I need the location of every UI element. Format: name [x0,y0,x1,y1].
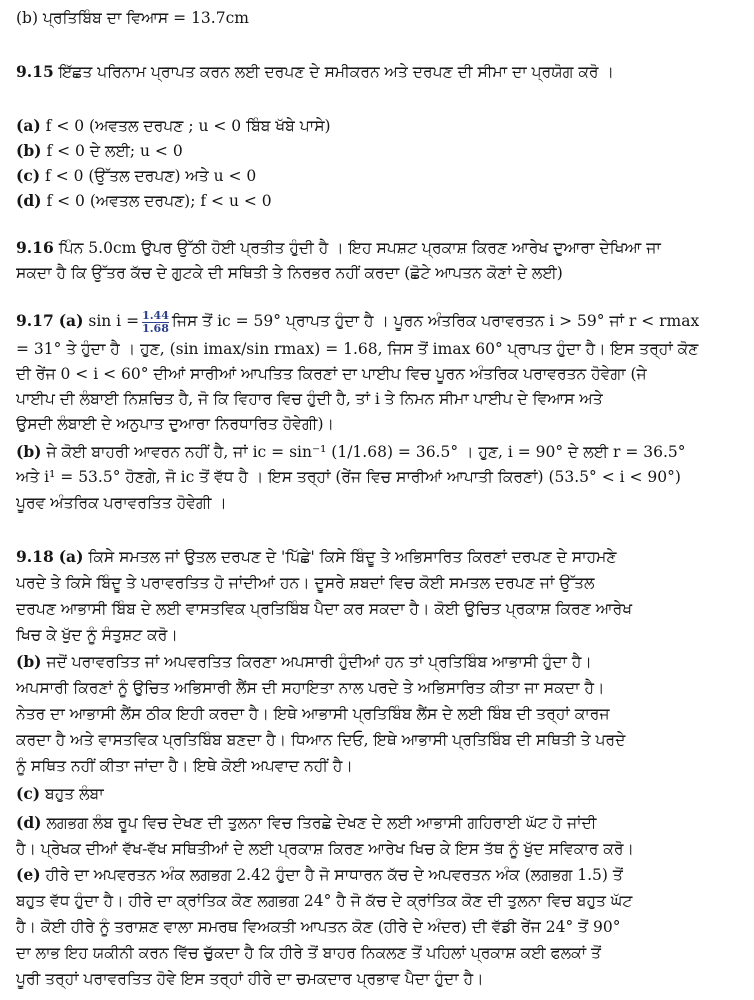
q917-b-line-3: ਪੂਰਵ ਅੰਤਰਿਕ ਪਰਾਵਰਤਿਤ ਹੋਵੇਗੀ । [16,494,227,512]
q918-b-line-5: ਨੂੰ ਸਥਿਤ ਨਹੀਂ ਕੀਤਾ ਜਾਂਦਾ ਹੈ। ਇਥੇ ਕੋਈ ਅਪਵਾਦ ਨਹੀਂ ਹੈ। [16,757,353,775]
fraction-numerator: 1.44 [142,308,169,322]
part-label: (b) [16,141,42,160]
q917-b-line-1 [16,440,748,464]
q918-a-line-1 [16,545,748,569]
q918-b-line-2: ਅਪਸਾਰੀ ਕਿਰਣਾਂ ਨੂੰ ਉਚਿਤ ਅਭਿਸਾਰੀ ਲੈਂਸ ਦੀ ਸਹਾਇਤਾ ਨਾਲ ਪਰਦੇ ਤੇ ਅਭਿਸਾਰਿਤ ਕੀਤਾ ਜਾ ਸਕਦਾ ਹੈ। [16,679,605,697]
answer-text: ਲਗਭਗ ਲੰਬ ਰੂਪ ਵਿਚ ਦੇਖਣ ਦੀ ਤੁਲਨਾ ਵਿਚ ਤਿਰਛੇ ਦੇਖਣ ਦੇ ਲਈ ਆਭਾਸੀ ਗਹਿਰਾਈ ਘੱਟ ਹੋ ਜਾਂਦੀ [46,814,597,832]
q918-d-line-2: ਹੈ। ਪ੍ਰੇਖਕ ਦੀਆਂ ਵੱਖ-ਵੱਖ ਸਥਿਤੀਆਂ ਦੇ ਲਈ ਪ੍ਰਕਾਸ਼ ਕਿਰਣ ਆਰੇਖ ਖਿਚ ਕੇ ਇਸ ਤੱਥ ਨੂੰ ਖੁੱਦ ਸਵਿਕਾਰ ਕਰੋ। [16,840,634,858]
part-label: (d) [16,813,42,832]
part-label: (b) [16,442,42,461]
q915-heading [16,60,748,84]
answer-text: ਹੀਰੇ ਦਾ ਅਪਵਰਤਨ ਅੰਕ ਲਗਭਗ 2.42 ਹੁੰਦਾ ਹੈ ਜੋ ਸਾਧਾਰਨ ਕੱਚ ਦੇ ਅਪਵਰਤਨ ਅੰਕ (ਲਗਭਗ 1.5) ਤੋਂ [45,866,623,884]
q918-a-line-4: ਖਿਚ ਕੇ ਖੁੱਦ ਨੂੰ ਸੰਤੁਸ਼ਟ ਕਰੋ। [16,626,178,644]
fraction-denominator: 1.68 [142,321,169,335]
answer-text: ਬਹੁਤ ਲੰਬਾ [45,785,104,803]
q915-part-c [16,164,748,188]
answer-text: ਕਿਸੇ ਸਮਤਲ ਜਾਂ ਉਤਲ ਦਰਪਣ ਦੇ 'ਪਿੱਛੇ' ਕਿਸੇ ਬਿੰਦੂ ਤੇ ਅਭਿਸਾਰਿਤ ਕਿਰਣਾਂ ਦਰਪਣ ਦੇ ਸਾਹਮਣੇ [88,548,617,566]
part-text: f < 0 (ਉੱਤਲ ਦਰਪਣ) ਅਤੇ u < 0 [45,167,257,185]
part-label: (e) [16,865,41,884]
part-text: f < 0 (ਅਵਤਲ ਦਰਪਣ); f < u < 0 [46,192,272,210]
part-label: (d) [16,191,42,210]
question-text: ਇੱਛਤ ਪਰਿਨਾਮ ਪ੍ਰਾਪਤ ਕਰਨ ਲਈ ਦਰਪਣ ਦੇ ਸਮੀਕਰਨ ਅਤੇ ਦਰਪਣ ਦੀ ਸੀਮਾ ਦਾ ਪ੍ਰਯੋਗ ਕਰੋ । [58,63,614,81]
part-label: (a) [16,116,41,135]
q918-d-line-1 [16,811,748,835]
q915-part-d [16,189,748,213]
q918-b-line-3: ਨੇਤਰ ਦਾ ਆਭਾਸੀ ਲੈਂਸ ਠੀਕ ਇਹੀ ਕਰਦਾ ਹੈ। ਇਥੇ ਆਭਾਸੀ ਪ੍ਰਤਿਬਿੰਬ ਲੈਂਸ ਦੇ ਲਈ ਬਿੰਬ ਦੀ ਤਰ੍ਹਾਂ ਕਾਰਜ [16,705,610,723]
q918-a-line-3: ਦਰਪਣ ਆਭਾਸੀ ਬਿੰਬ ਦੇ ਲਈ ਵਾਸਤਵਿਕ ਪ੍ਰਤਿਬਿੰਬ ਪੈਦਾ ਕਰ ਸਕਦਾ ਹੈ। ਕੋਈ ਉਚਿਤ ਪ੍ਰਕਾਸ਼ ਕਿਰਣ ਆਰੇਖ [16,600,633,618]
question-number: 9.15 [16,62,54,81]
q918-e-line-4: ਦਾ ਲਾਭ ਇਹ ਯਕੀਨੀ ਕਰਨ ਵਿੱਚ ਚੁੱਕਦਾ ਹੈ ਕਿ ਹੀਰੇ ਤੋਂ ਬਾਹਰ ਨਿਕਲਣ ਤੋਂ ਪਹਿਲਾਂ ਪ੍ਰਕਾਸ਼ ਕਈ ਫਲਕਾਂ ਤੋਂ [16,944,601,962]
answer-text: ਜਿਸ ਤੋਂ ic = 59° ਪ੍ਰਾਪਤ ਹੁੰਦਾ ਹੈ । ਪੂਰਨ ਅੰਤਰਿਕ ਪਰਾਵਰਤਨ i > 59° ਜਾਂ r < rmax [171,312,700,330]
q917-line-2: = 31° ਤੇ ਹੁੰਦਾ ਹੈ । ਹੁਣ, (sin imax/sin rmax) = 1.68, ਜਿਸ ਤੋਂ imax 60° ਪ੍ਰਾਪਤ ਹੁੰਦਾ ਹੈ। ਇਸ ਤਰ੍ਹਾਂ ਕੋਣ [16,340,699,358]
q915-part-a [16,114,748,138]
q917-line-5: ਉਸਦੀ ਲੰਬਾਈ ਦੇ ਅਨੁਪਾਤ ਦੁਆਰਾ ਨਿਰਧਾਰਿਤ ਹੋਵੇਗੀ)। [16,415,334,433]
q917-line-4: ਪਾਈਪ ਦੀ ਲੰਬਾਈ ਨਿਸ਼ਚਿਤ ਹੈ, ਜੋ ਕਿ ਵਿਹਾਰ ਵਿਚ ਹੁੰਦੀ ਹੈ, ਤਾਂ i ਤੇ ਨਿਮਨ ਸੀਮਾ ਪਾਈਪ ਦੇ ਵਿਆਸ ਅਤੇ [16,390,603,408]
q918-b-line-4: ਕਰਦਾ ਹੈ ਅਤੇ ਵਾਸਤਵਿਕ ਪ੍ਰਤਿਬਿੰਬ ਬਣਦਾ ਹੈ। ਧਿਆਨ ਦਿਓ, ਇਥੇ ਆਭਾਸੀ ਪ੍ਰਤਿਬਿੰਬ ਦੀ ਸਥਿਤੀ ਤੇ ਪਰਦੇ [16,731,626,749]
question-number: 9.18 [16,547,54,566]
answer-text: ਜੇ ਕੋਈ ਬਾਹਰੀ ਆਵਰਨ ਨਹੀਂ ਹੈ, ਜਾਂ ic = sin⁻¹ (1/1.68) = 36.5° । ਹੁਣ, i = 90° ਦੇ ਲਈ r = 36.5° [46,443,686,461]
q918-e-line-5: ਪੂਰੀ ਤਰ੍ਹਾਂ ਪਰਾਵਰਤਿਤ ਹੋਵੇ ਇਸ ਤਰ੍ਹਾਂ ਹੀਰੇ ਦਾ ਚਮਕਦਾਰ ਪ੍ਰਭਾਵ ਪੈਦਾ ਹੁੰਦਾ ਹੈ। [16,970,484,988]
part-label: (a) [58,547,84,566]
part-label: (a) [58,311,84,330]
q918-e-line-1 [16,863,748,887]
answer-text: ਪਿੰਨ 5.0cm ਉਪਰ ਉੱਠੀ ਹੋਈ ਪ੍ਰਤੀਤ ਹੁੰਦੀ ਹੈ । ਇਹ ਸਪਸ਼ਟ ਪ੍ਰਕਾਸ਼ ਕਿਰਣ ਆਰੇਖ ਦੁਆਰਾ ਦੇਖਿਆ ਜਾ [58,239,661,257]
q918-c-line [16,782,748,806]
part-label: (b) [16,652,42,671]
part-text: f < 0 (ਅਵਤਲ ਦਰਪਣ ; u < 0 ਬਿੰਬ ਖੱਬੇ ਪਾਸੇ) [45,117,331,135]
q917-b-line-2: ਅਤੇ i¹ = 53.5° ਹੋਣਗੇ, ਜੋ ic ਤੋਂ ਵੱਧ ਹੈ । ਇਸ ਤਰ੍ਹਾਂ (ਰੇਂਜ ਵਿਚ ਸਾਰੀਆਂ ਆਪਾਤੀ ਕਿਰਣਾਂ) (53.5° < i < 90°) [16,468,681,486]
prev-answer-line: (b) ਪ੍ਰਤਿਬਿੰਬ ਦਾ ਵਿਆਸ = 13.7cm [16,9,249,27]
fraction [142,310,169,335]
q918-e-line-3: ਹੈ। ਕੋਈ ਹੀਰੇ ਨੂੰ ਤਰਾਸ਼ਣ ਵਾਲਾ ਸਮਰਥ ਵਿਅਕਤੀ ਆਪਤਨ ਕੋਣ (ਹੀਰੇ ਦੇ ਅੰਦਰ) ਦੀ ਵੱਡੀ ਰੇਂਜ 24° ਤੋਂ 90° [16,918,621,936]
q918-a-line-2: ਪਰਦੇ ਤੇ ਕਿਸੇ ਬਿੰਦੂ ਤੇ ਪਰਾਵਰਤਿਤ ਹੋ ਜਾਂਦੀਆਂ ਹਨ। ਦੂਸਰੇ ਸ਼ਬਦਾਂ ਵਿਚ ਕੋਈ ਸਮਤਲ ਦਰਪਣ ਜਾਂ ਉੱਤਲ [16,574,595,592]
answer-text: ਜਦੋਂ ਪਰਾਵਰਤਿਤ ਜਾਂ ਅਪਵਰਤਿਤ ਕਿਰਣਾ ਅਪਸਾਰੀ ਹੁੰਦੀਆਂ ਹਨ ਤਾਂ ਪ੍ਰਤਿਬਿੰਬ ਆਭਾਸੀ ਹੁੰਦਾ ਹੈ। [46,653,592,671]
part-label: (c) [16,784,41,803]
part-text: f < 0 ਦੇ ਲਈ; u < 0 [46,142,183,160]
q918-b-line-1 [16,650,748,674]
q917-line-3: ਦੀ ਰੇਂਜ 0 < i < 60° ਦੀਆਂ ਸਾਰੀਆਂ ਆਪਤਿਤ ਕਿਰਣਾਂ ਦਾ ਪਾਈਪ ਵਿਚ ਪੂਰਨ ਅੰਤਰਿਕ ਪਰਾਵਰਤਨ ਹੋਵੇਗਾ (ਜੇ [16,365,647,383]
question-number: 9.17 [16,311,54,330]
q916-line-2: ਸਕਦਾ ਹੈ ਕਿ ਉੱਤਰ ਕੱਚ ਦੇ ਗੁਟਕੇ ਦੀ ਸਥਿਤੀ ਤੇ ਨਿਰਭਰ ਨਹੀਂ ਕਰਦਾ (ਛੋਟੇ ਆਪਤਨ ਕੋਣਾਂ ਦੇ ਲਈ) [16,264,563,282]
equation-lhs: sin i = [88,312,140,330]
q915-part-b [16,139,748,163]
question-number: 9.16 [16,238,54,257]
q917-line-1 [16,306,748,336]
q918-e-line-2: ਬਹੁਤ ਵੱਧ ਹੁੰਦਾ ਹੈ। ਹੀਰੇ ਦਾ ਕ੍ਰਾਂਤਿਕ ਕੋਣ ਲਗਭਗ 24° ਹੈ ਜੋ ਕੱਚ ਦੇ ਕ੍ਰਾਂਤਿਕ ਕੋਣ ਦੀ ਤੁਲਨਾ ਵਿਚ ਬਹੁਤ ਘੱਟ [16,892,633,910]
part-label: (c) [16,166,41,185]
q916-line-1 [16,236,748,260]
